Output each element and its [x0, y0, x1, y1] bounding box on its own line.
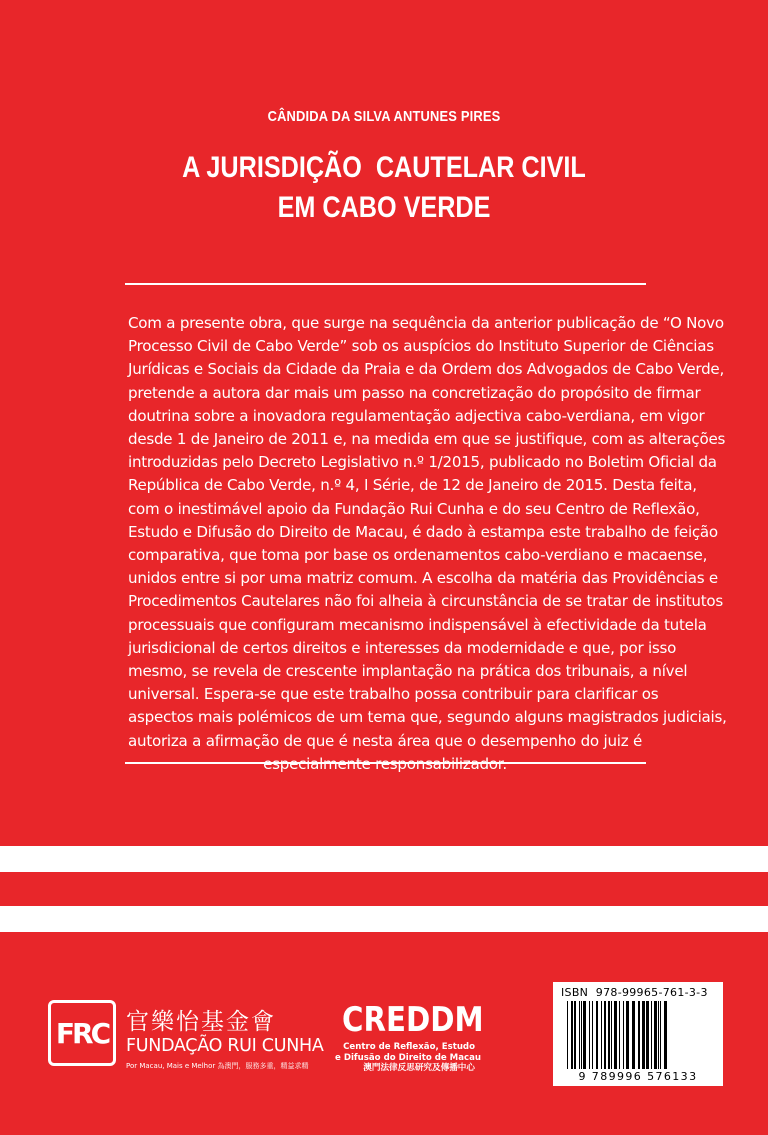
synopsis-line: República de Cabo Verde, n.º 4, I Série, de 12 de Janeiro de 2015. Desta feita,: [128, 476, 697, 495]
synopsis-line: com o inestimável apoio da Fundação Rui Cunha e do seu Centro de Reflexão,: [128, 499, 700, 518]
barcode-bar: [654, 1001, 657, 1069]
barcode-bar: [651, 1001, 652, 1069]
barcode-bar: [664, 1001, 667, 1069]
frc-chinese-name: 官樂怡基金會: [126, 1009, 276, 1035]
bottom-divider: [125, 762, 646, 764]
white-stripe-1: [0, 846, 768, 872]
barcode-bar: [632, 1001, 635, 1069]
barcode-bar: [574, 1001, 576, 1069]
barcode-bar: [638, 1001, 640, 1069]
barcode-bar: [567, 1001, 568, 1069]
synopsis-text: [128, 312, 727, 776]
barcode-bar: [619, 1001, 620, 1069]
synopsis-line: Estudo e Difusão do Direito de Macau, é dado à estampa este trabalho de feição: [128, 522, 718, 541]
frc-name: FUNDAÇÃO RUI CUNHA: [126, 1036, 324, 1056]
barcode-bar: [604, 1001, 606, 1069]
barcode-bar: [646, 1001, 649, 1069]
barcode-bar: [660, 1001, 661, 1069]
synopsis-line: aspectos mais polémicos de um tema que, segundo alguns magistrados judiciais,: [128, 708, 727, 727]
barcode-bar: [579, 1001, 580, 1069]
barcode-bar: [581, 1001, 582, 1069]
synopsis-line: jurisdicional de certos direitos e interesses da modernidade e que, por isso: [128, 638, 677, 657]
synopsis-line: Procedimentos Cautelares não foi alheia à circunstância de se tratar de institutos: [128, 592, 723, 611]
synopsis-line: introduzidas pelo Decreto Legislativo n.º 1/2015, publicado no Boletim Oficial da: [128, 453, 717, 472]
barcode-bar: [596, 1001, 598, 1069]
barcode-bar: [626, 1001, 629, 1069]
synopsis-line: mesmo, se revela de crescente implantação na prática dos tribunais, a nível: [128, 662, 688, 681]
synopsis-line: unidos entre si por uma matriz comum. A escolha da matéria das Providências e: [128, 569, 718, 588]
barcode-bar: [642, 1001, 645, 1069]
barcode-bar: [571, 1001, 573, 1069]
synopsis-line: Processo Civil de Cabo Verde” sob os auspícios do Instituto Superior de Ciências: [128, 337, 714, 356]
white-stripe-2: [0, 906, 768, 932]
synopsis-line: Com a presente obra, que surge na sequência da anterior publicação de “O Novo: [128, 314, 724, 332]
author-name: CÂNDIDA DA SILVA ANTUNES PIRES: [267, 108, 501, 125]
isbn-label: ISBN 978-99965-761-3-3: [561, 986, 708, 999]
synopsis-line: autoriza a afirmação de que é nesta área que o desempenho do juiz é: [128, 731, 642, 750]
barcode-bar: [623, 1001, 624, 1069]
creddm-sub-line-2: e Difusão do Direito de Macau: [335, 1052, 482, 1063]
barcode-bar: [658, 1001, 659, 1069]
title-line-1: A JURISDIÇÃO CAUTELAR CIVIL: [182, 151, 586, 184]
creddm-logo: CREDDM: [342, 1000, 484, 1040]
creddm-subtitle: [335, 1042, 482, 1074]
top-divider: [125, 283, 646, 285]
synopsis-line: comparativa, que toma por base os ordenamentos cabo-verdiano e macaense,: [128, 546, 708, 565]
creddm-sub-line-3: 澳門法律反思研究及傳播中心: [363, 1063, 475, 1073]
synopsis-line: processuais que configuram mecanismo indispensável à efectividade da tutela: [128, 615, 707, 634]
barcode-bar: [614, 1001, 617, 1069]
synopsis-line: desde 1 de Janeiro de 2011 e, na medida em que se justifique, com as alterações: [128, 430, 726, 449]
synopsis-line: [128, 753, 642, 776]
barcode-bar: [592, 1001, 593, 1069]
synopsis-line: doutrina sobre a inovadora regulamentação adjectiva cabo-verdiana, em vigor: [128, 406, 705, 425]
barcode-bar: [611, 1001, 612, 1069]
title-line-2: EM CABO VERDE: [277, 191, 491, 224]
barcode-bar: [583, 1001, 586, 1069]
barcode-bar: [608, 1001, 610, 1069]
barcode-bars: [565, 1001, 711, 1069]
frc-tagline: Por Macau, Mais e Melhor 為澳門，服務多重，精益求精: [126, 1062, 309, 1070]
barcode-number: 9 789996 576133: [578, 1070, 698, 1083]
barcode-box: [553, 982, 723, 1086]
synopsis-line: Jurídicas e Sociais da Cidade da Praia e da Ordem dos Advogados de Cabo Verde,: [128, 360, 725, 379]
frc-logo-mark: FRC: [48, 1000, 116, 1066]
creddm-sub-line-1: Centro de Reflexão, Estudo: [343, 1042, 475, 1052]
barcode-bar: [589, 1001, 590, 1069]
barcode-bar: [601, 1001, 602, 1069]
book-title: [61, 148, 706, 228]
synopsis-line: universal. Espera-se que este trabalho possa contribuir para clarificar os: [128, 685, 659, 704]
synopsis-line: pretende a autora dar mais um passo na concretização do propósito de firmar: [128, 383, 701, 402]
